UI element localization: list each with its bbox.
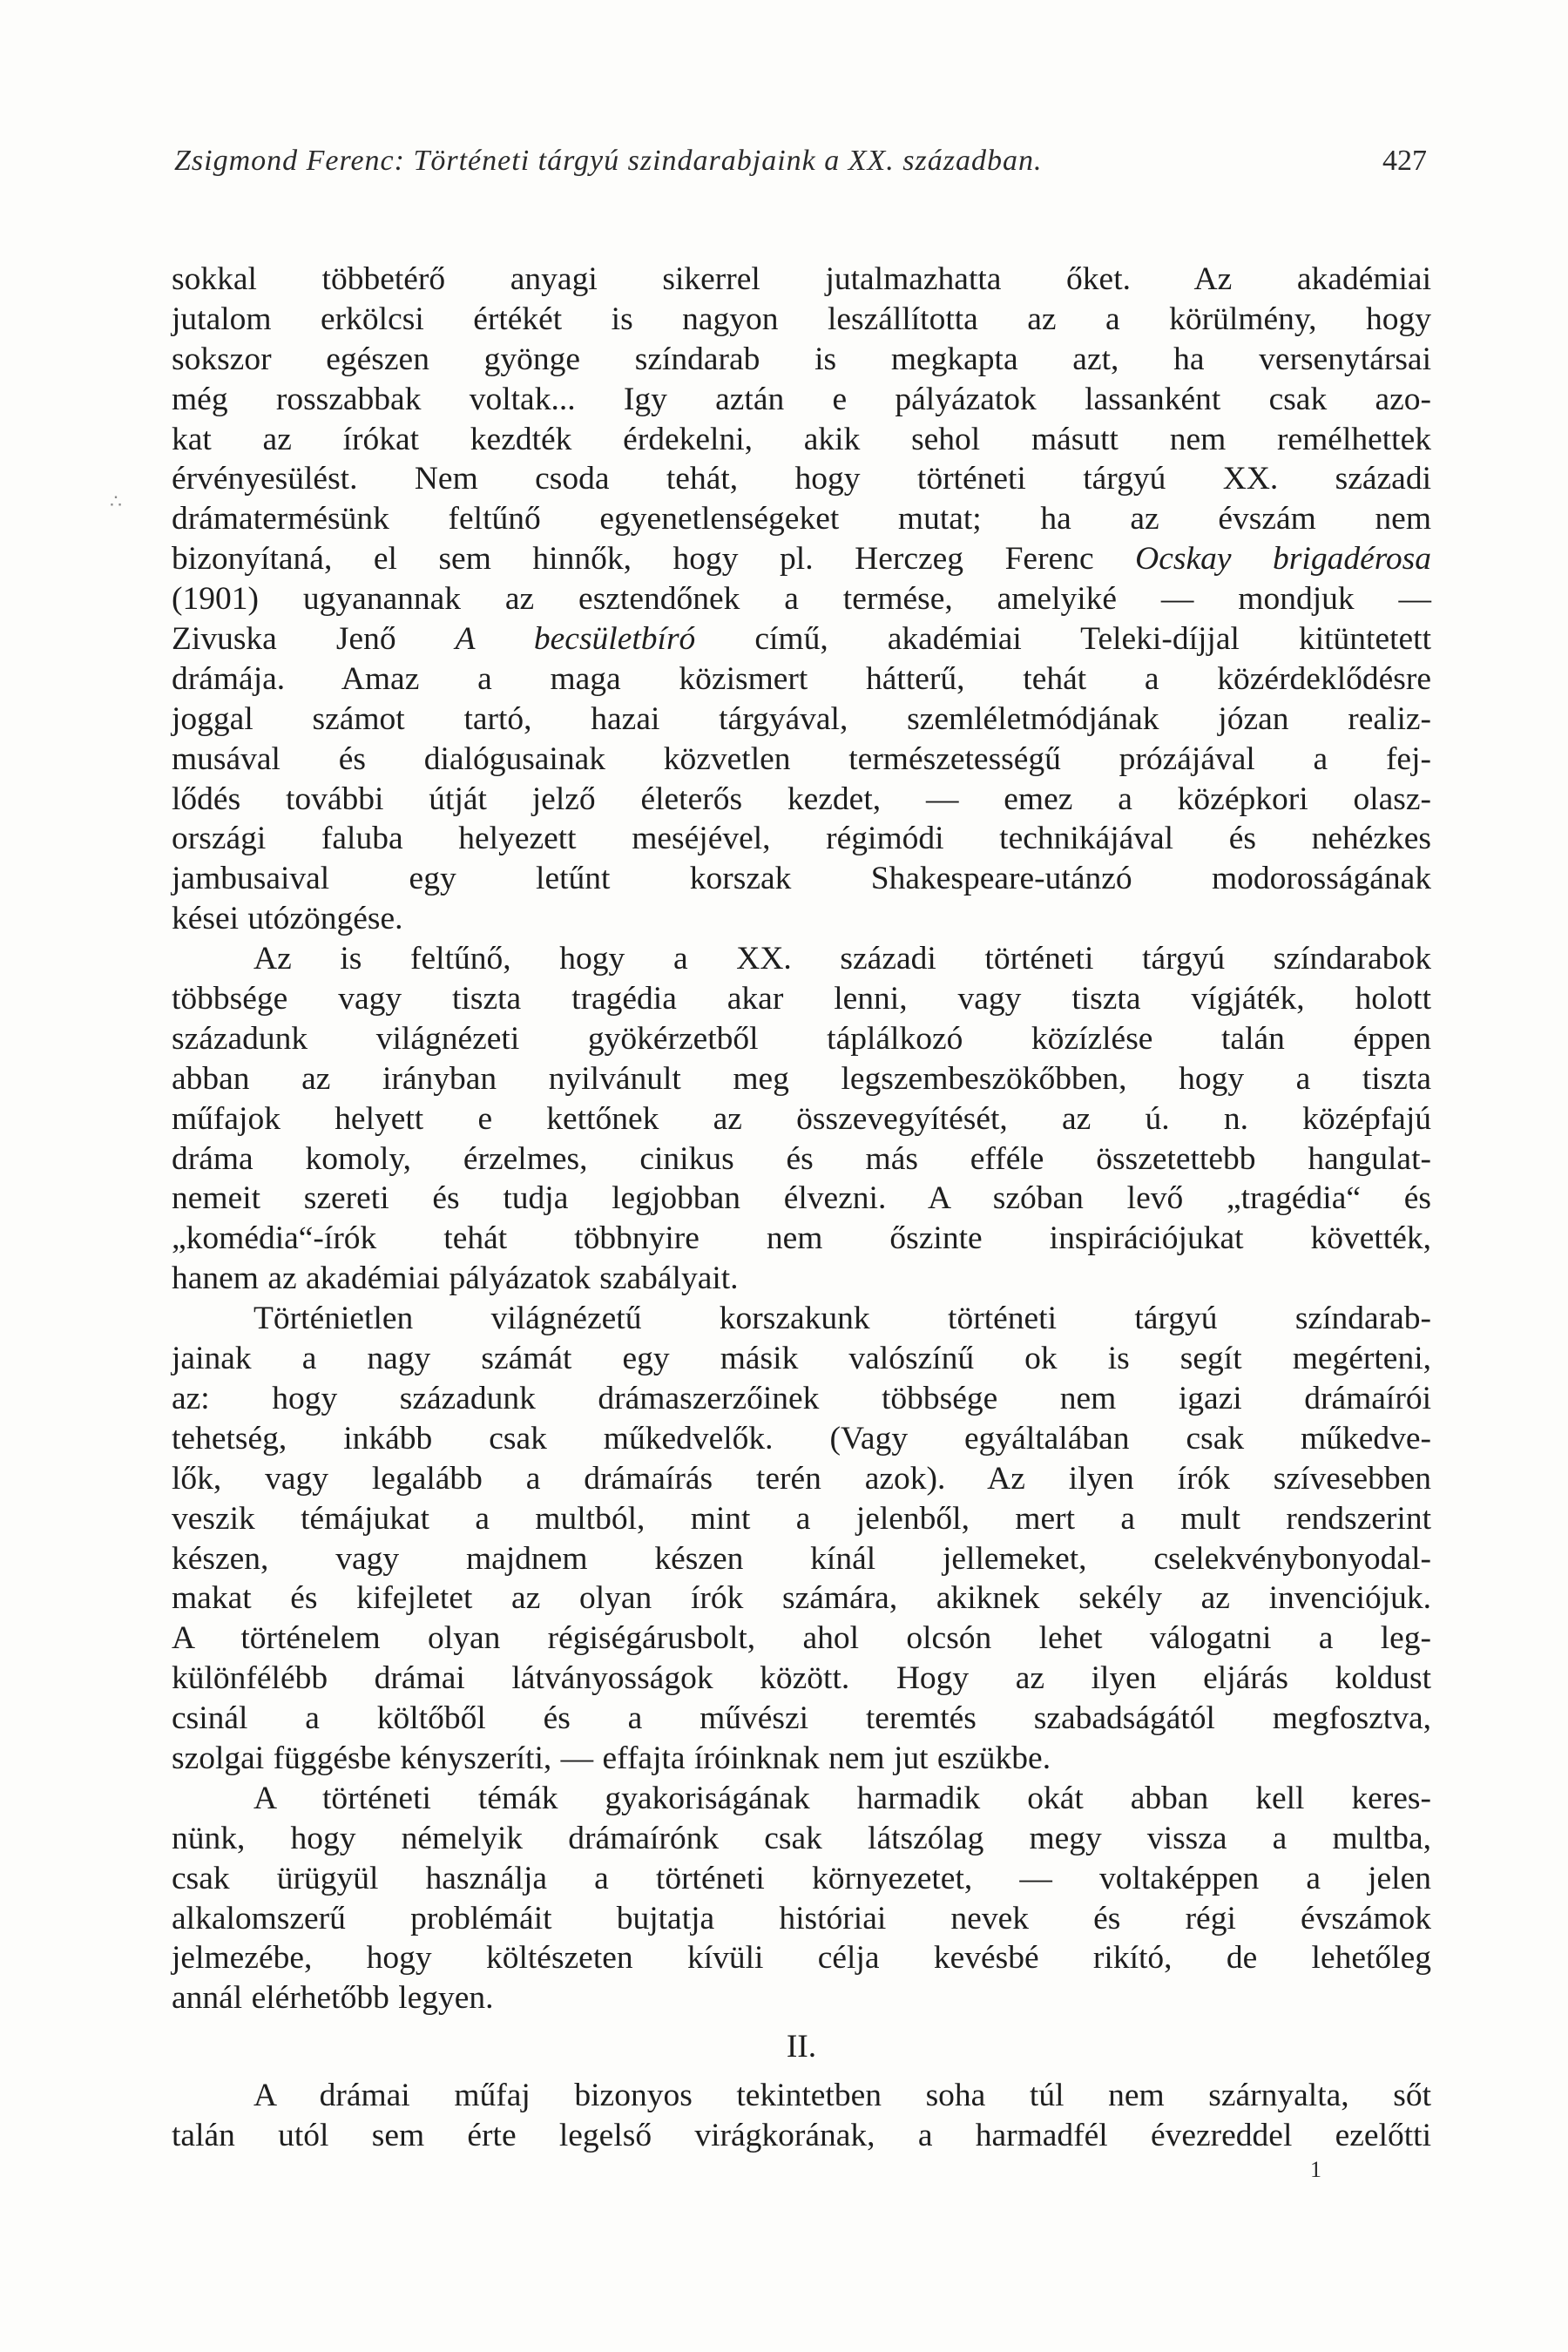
text-line: még rosszabbak voltak... Igy aztán e pályázatok lassanként csak azo- [172, 381, 1431, 417]
text-line: csak ürügyül használja a történeti környezetet, — voltaképpen a jelen [172, 1860, 1431, 1896]
text-line: talán utól sem érte legelső virágkorának, a harmadfél évezreddel ezelőtti [172, 2117, 1431, 2153]
text-line: (1901) ugyanannak az esztendőnek a termése, amelyiké — mondjuk — [172, 581, 1431, 618]
text-line: jainak a nagy számát egy másik valószínű ok is segít megérteni, [172, 1341, 1431, 1377]
text-line: drámatermésünk feltűnő egyenetlenségeket mutat; ha az évszám nem [172, 501, 1431, 537]
text-line: csinál a költőből és a művészi teremtés szabadságától megfosztva, [172, 1700, 1431, 1737]
body-text [172, 260, 1431, 2156]
signature-mark: 1 [1310, 2157, 1321, 2182]
text-fragment: bizonyítaná, el sem hinnők, hogy pl. Herczeg Ferenc [172, 541, 1094, 578]
text-line: sokszor egészen gyönge színdarab is megkapta azt, ha versenytársai [172, 341, 1431, 377]
text-fragment: című, akadémiai Teleki-díjjal kitüntetett [695, 621, 1431, 658]
page-number: 427 [1382, 145, 1427, 177]
text-line: A drámai műfaj bizonyos tekintetben soha túl nem szárnyalta, sőt [253, 2078, 1431, 2114]
text-line: veszik témájukat a multból, mint a jelenből, mert a mult rendszerint [172, 1500, 1431, 1537]
text-line: nemeit szereti és tudja legjobban élvezni. A szóban levő „tragédia“ és [172, 1180, 1431, 1217]
text-line: jambusaival egy letűnt korszak Shakespeare-utánzó modorosságának [172, 861, 1431, 897]
work-title-becsuletbiro: A becsületbíró [455, 621, 696, 658]
text-line: sokkal többetérő anyagi sikerrel jutalmazhatta őket. Az akadémiai [172, 261, 1431, 297]
text-line: lők, vagy legalább a drámaírás terén azok). Az ilyen írók szívesebben [172, 1460, 1431, 1497]
running-head [174, 145, 1427, 183]
text-line: abban az irányban nyilvánult meg legszembeszökőbben, hogy a tiszta [172, 1060, 1431, 1097]
text-line: drámája. Amaz a maga közismert hátterű, tehát a közérdeklődésre [172, 660, 1431, 697]
text-line: hanem az akadémiai pályázatok szabályait. [172, 1260, 739, 1297]
text-line: jelmezébe, hogy költészeten kívüli célja kevésbé rikító, de lehetőleg [172, 1940, 1431, 1977]
text-line: tehetség, inkább csak műkedvelők. (Vagy egyáltalában csak műkedve- [172, 1420, 1431, 1456]
text-line: jutalom erkölcsi értékét is nagyon leszállította az a körülmény, hogy [172, 301, 1431, 337]
text-line: „komédia“-írók tehát többnyire nem őszinte inspirációjukat követték, [172, 1220, 1431, 1257]
text-line: A történelem olyan régiségárusbolt, ahol olcsón lehet válogatni a leg- [172, 1620, 1431, 1657]
text-line [172, 539, 1431, 579]
text-line: kései utózöngése. [172, 901, 403, 937]
text-line: A történeti témák gyakoriságának harmadik okát abban kell keres- [253, 1780, 1431, 1816]
text-line: Az is feltűnő, hogy a XX. századi történeti tárgyú színdarabok [253, 941, 1431, 977]
text-line: az: hogy századunk drámaszerzőinek többsége nem igazi drámaírói [172, 1380, 1431, 1416]
text-line: lődés további útját jelző életerős kezdet, — emez a középkori olasz- [172, 781, 1431, 817]
text-line: különfélébb drámai látványosságok között. Hogy az ilyen eljárás koldust [172, 1660, 1431, 1697]
text-line: joggal számot tartó, hazai tárgyával, szemléletmódjának józan realiz- [172, 700, 1431, 737]
text-line: makat és kifejletet az olyan írók számára, akiknek sekély az invenciójuk. [172, 1580, 1431, 1617]
text-line: musával és dialógusainak közvetlen természetességű prózájával a fej- [172, 740, 1431, 777]
text-line: kat az írókat kezdték érdekelni, akik sehol másutt nem remélhettek [172, 421, 1431, 457]
text-line: többsége vagy tiszta tragédia akar lenni, vagy tiszta vígjáték, holott [172, 981, 1431, 1017]
margin-mark: ∴ [110, 490, 122, 512]
text-line: műfajok helyett e kettőnek az összevegyítését, az ú. n. középfajú [172, 1100, 1431, 1137]
text-line: szolgai függésbe kényszeríti, — effajta íróinknak nem jut eszükbe. [172, 1740, 1051, 1776]
section-heading: II. [786, 2029, 817, 2065]
text-line: dráma komoly, érzelmes, cinikus és más efféle összetettebb hangulat- [172, 1140, 1431, 1177]
text-line: érvényesülést. Nem csoda tehát, hogy történeti tárgyú XX. századi [172, 461, 1431, 497]
text-line: országi faluba helyezett meséjével, régimódi technikájával és nehézkes [172, 821, 1431, 857]
work-title-ocskay: Ocskay brigadérosa [1135, 541, 1432, 578]
text-line: Történietlen világnézetű korszakunk történeti tárgyú színdarab- [253, 1301, 1431, 1337]
text-line [172, 619, 1431, 659]
text-line: századunk világnézeti gyökérzetből táplálkozó közízlése talán éppen [172, 1020, 1431, 1057]
text-line: annál elérhetőbb legyen. [172, 1980, 494, 2017]
text-line: készen, vagy majdnem készen kínál jellemeket, cselekvénybonyodal- [172, 1540, 1431, 1577]
text-line: nünk, hogy némelyik drámaírónk csak látszólag megy vissza a multba, [172, 1820, 1431, 1856]
running-head-title: Zsigmond Ferenc: Történeti tárgyú szindarabjaink a XX. században. [174, 145, 1043, 177]
text-fragment: Zivuska Jenő [172, 621, 396, 658]
text-line: alkalomszerű problémáit bujtatja históriai nevek és régi évszámok [172, 1900, 1431, 1936]
